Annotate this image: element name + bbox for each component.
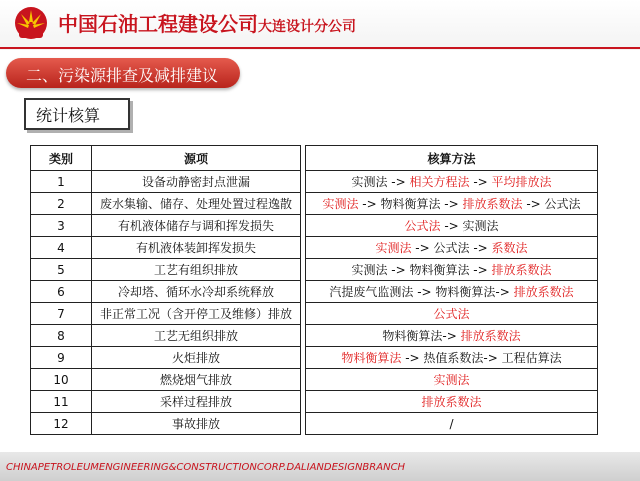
method-text: / <box>449 416 454 431</box>
header-divider <box>0 47 640 49</box>
method-cell <box>306 281 598 303</box>
table-row <box>31 325 301 347</box>
method-cell <box>306 259 598 281</box>
source-cell: 事故排放 <box>92 413 301 435</box>
source-cell: 非正常工况（含开停工及维修）排放 <box>92 303 301 325</box>
method-cell <box>306 325 598 347</box>
method-text: -> 物料衡算法 -> <box>358 197 463 211</box>
method-text: -> <box>387 175 410 189</box>
method-text: -> 热值系数法-> 工程估算法 <box>401 351 562 365</box>
table-row <box>31 413 301 435</box>
section-title: 二、污染源排查及减排建议 <box>26 66 219 85</box>
method-text: -> <box>469 175 492 189</box>
method-text: 物料衡算法-> <box>382 329 461 343</box>
table-row <box>306 391 598 413</box>
header-source: 源项 <box>92 146 301 171</box>
method-table <box>305 145 598 435</box>
category-cell: 8 <box>31 325 92 347</box>
category-cell: 12 <box>31 413 92 435</box>
section-title-pill <box>6 58 240 88</box>
table-row <box>306 325 598 347</box>
method-highlight: 相关方程法 <box>409 175 470 189</box>
method-highlight: 公式法 <box>433 307 470 321</box>
table-row <box>306 237 598 259</box>
source-cell: 采样过程排放 <box>92 391 301 413</box>
subsection-title-box <box>24 98 130 130</box>
category-cell: 2 <box>31 193 92 215</box>
source-cell: 废水集输、储存、处理处置过程逸散 <box>92 193 301 215</box>
subsection-title: 统计核算 <box>36 106 101 125</box>
source-cell: 工艺无组织排放 <box>92 325 301 347</box>
method-cell <box>306 193 598 215</box>
table-row <box>31 237 301 259</box>
table-row <box>306 215 598 237</box>
method-highlight: 平均排放法 <box>491 175 552 189</box>
table-row <box>31 303 301 325</box>
method-text: 实测法 <box>351 175 388 189</box>
header-bar <box>0 0 640 50</box>
table-row <box>31 215 301 237</box>
method-text: -> 实测法 <box>440 219 499 233</box>
source-table-body <box>31 171 301 435</box>
source-cell: 工艺有组织排放 <box>92 259 301 281</box>
method-highlight: 实测法 <box>433 373 470 387</box>
table-row <box>306 413 598 435</box>
category-cell: 7 <box>31 303 92 325</box>
method-highlight: 排放系数法 <box>421 395 482 409</box>
method-cell <box>306 237 598 259</box>
category-cell: 10 <box>31 369 92 391</box>
source-cell: 燃烧烟气排放 <box>92 369 301 391</box>
company-branch: 大连设计分公司 <box>258 19 356 35</box>
method-highlight: 实测法 <box>322 197 359 211</box>
footer-text: CHINAPETROLEUMENGINEERING&CONSTRUCTIONCORP.DALIANDESIGNBRANCH <box>6 462 406 473</box>
method-cell <box>306 413 598 435</box>
company-name <box>58 8 356 37</box>
source-cell: 有机液体储存与调和挥发损失 <box>92 215 301 237</box>
method-cell <box>306 215 598 237</box>
table-row <box>306 303 598 325</box>
method-cell <box>306 369 598 391</box>
table-row <box>31 347 301 369</box>
method-cell <box>306 347 598 369</box>
table-header-row <box>306 146 598 171</box>
method-highlight: 排放系数法 <box>460 329 521 343</box>
category-cell: 11 <box>31 391 92 413</box>
table-row <box>306 259 598 281</box>
source-cell: 设备动静密封点泄漏 <box>92 171 301 193</box>
source-cell: 有机液体装卸挥发损失 <box>92 237 301 259</box>
table-header-row <box>31 146 301 171</box>
header-method: 核算方法 <box>306 146 598 171</box>
method-text: -> 公式法 <box>522 197 581 211</box>
category-cell: 1 <box>31 171 92 193</box>
method-highlight: 物料衡算法 <box>341 351 402 365</box>
method-highlight: 排放系数法 <box>462 197 523 211</box>
method-highlight: 系数法 <box>491 241 528 255</box>
method-text: -> 公式法 -> <box>411 241 492 255</box>
category-cell: 9 <box>31 347 92 369</box>
method-highlight: 排放系数法 <box>513 285 574 299</box>
source-cell: 火炬排放 <box>92 347 301 369</box>
table-row <box>306 347 598 369</box>
category-cell: 3 <box>31 215 92 237</box>
table-row <box>31 369 301 391</box>
method-cell <box>306 391 598 413</box>
table-row <box>31 193 301 215</box>
method-highlight: 实测法 <box>375 241 412 255</box>
table-row <box>31 259 301 281</box>
category-cell: 4 <box>31 237 92 259</box>
method-highlight: 排放系数法 <box>491 263 552 277</box>
category-cell: 6 <box>31 281 92 303</box>
table-row <box>31 281 301 303</box>
table-row <box>306 281 598 303</box>
source-table <box>30 145 301 435</box>
method-text: 汽提废气监测法 -> 物料衡算法-> <box>329 285 514 299</box>
table-row <box>306 171 598 193</box>
company-logo <box>14 4 48 42</box>
table-row <box>306 369 598 391</box>
table-row <box>31 391 301 413</box>
category-cell: 5 <box>31 259 92 281</box>
table-row <box>306 193 598 215</box>
method-table-body <box>306 171 598 435</box>
header-category: 类别 <box>31 146 92 171</box>
company-name-main: 中国石油工程建设公司 <box>58 12 258 36</box>
method-highlight: 公式法 <box>404 219 441 233</box>
method-text: 实测法 -> 物料衡算法 -> <box>351 263 492 277</box>
method-cell <box>306 303 598 325</box>
source-cell: 冷却塔、循环水冷却系统释放 <box>92 281 301 303</box>
method-cell <box>306 171 598 193</box>
table-row <box>31 171 301 193</box>
